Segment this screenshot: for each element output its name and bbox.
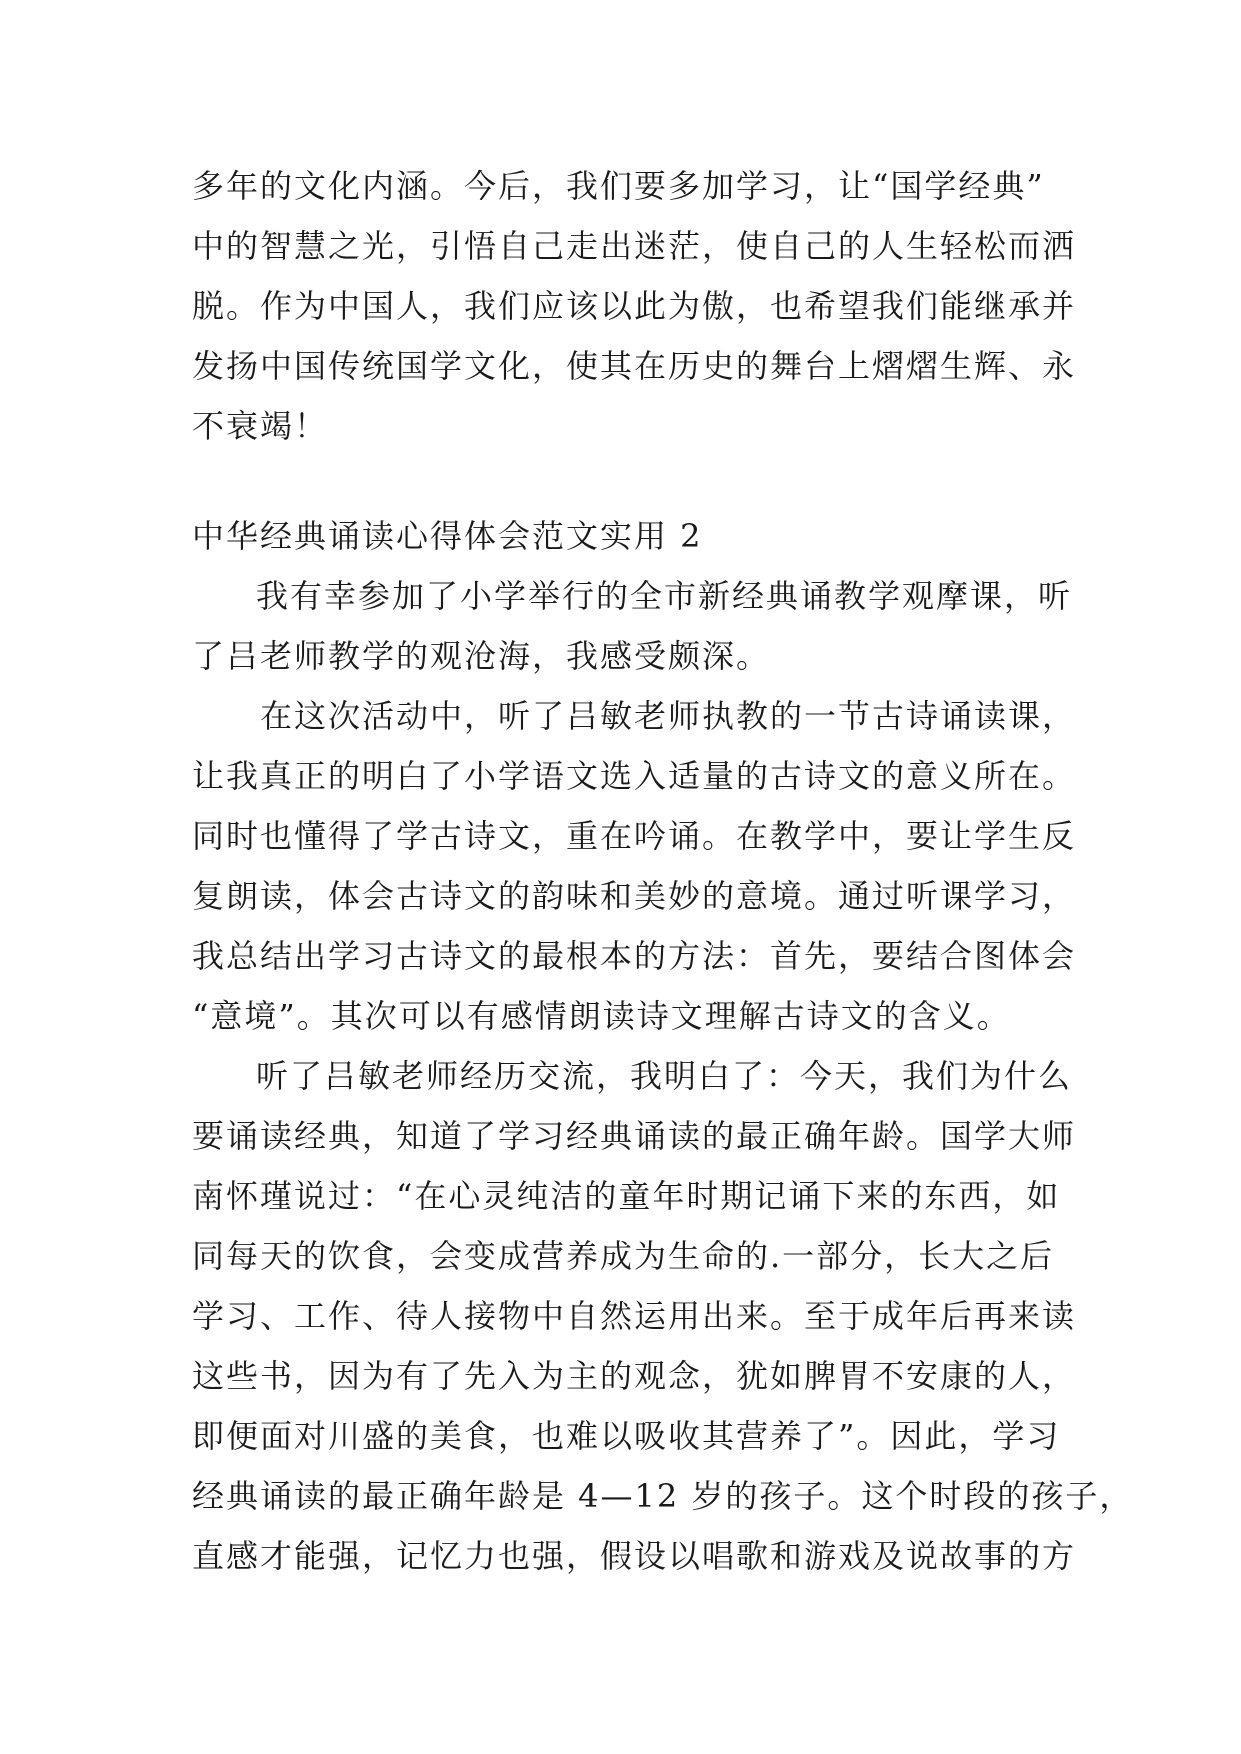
text-line: 了吕老师教学的观沧海，我感受颇深。 bbox=[192, 637, 771, 675]
text-line: “意境”。其次可以有感情朗读诗文理解古诗文的含义。 bbox=[192, 997, 1011, 1035]
text-line: 南怀瑾说过：“在心灵纯洁的童年时期记诵下来的东西，如 bbox=[192, 1177, 1061, 1215]
text-line: 听了吕敏老师经历交流，我明白了：今天，我们为什么 bbox=[256, 1057, 1073, 1095]
text-line: 多年的文化内涵。今后，我们要多加学习，让“国学经典” bbox=[192, 167, 1045, 205]
text-line: 直感才能强，记忆力也强，假设以唱歌和游戏及说故事的方 bbox=[192, 1537, 1077, 1575]
text-line: 发扬中国传统国学文化，使其在历史的舞台上熠熠生辉、永 bbox=[192, 347, 1077, 385]
text-line: 即便面对川盛的美食，也难以吸收其营养了”。因此，学习 bbox=[192, 1417, 1061, 1455]
text-line: 学习、工作、待人接物中自然运用出来。至于成年后再来读 bbox=[192, 1297, 1077, 1335]
text-line: 让我真正的明白了小学语文选入适量的古诗文的意义所在。 bbox=[192, 757, 1077, 795]
text-line: 要诵读经典，知道了学习经典诵读的最正确年龄。国学大师 bbox=[192, 1117, 1077, 1155]
text-line: 我总结出学习古诗文的最根本的方法：首先，要结合图体会 bbox=[192, 937, 1077, 975]
text-line: 在这次活动中，听了吕敏老师执教的一节古诗诵读课， bbox=[260, 697, 1077, 735]
text-line: 同每天的饮食，会变成营养成为生命的.一部分，长大之后 bbox=[192, 1237, 1055, 1275]
text-line: 这些书，因为有了先入为主的观念，犹如脾胃不安康的人， bbox=[192, 1357, 1077, 1395]
text-line: 中的智慧之光，引悟自己走出迷茫，使自己的人生轻松而洒 bbox=[192, 227, 1077, 265]
text-line: 脱。作为中国人，我们应该以此为傲，也希望我们能继承并 bbox=[192, 287, 1077, 325]
text-line: 经典诵读的最正确年龄是 4—12 岁的孩子。这个时段的孩子， bbox=[192, 1477, 1134, 1515]
text-line: 我有幸参加了小学举行的全市新经典诵教学观摩课，听 bbox=[256, 577, 1073, 615]
section-title: 中华经典诵读心得体会范文实用 2 bbox=[192, 517, 703, 555]
text-line: 复朗读，体会古诗文的韵味和美妙的意境。通过听课学习， bbox=[192, 877, 1077, 915]
text-line: 同时也懂得了学古诗文，重在吟诵。在教学中，要让学生反 bbox=[192, 817, 1077, 855]
text-line: 不衰竭！ bbox=[192, 407, 329, 445]
